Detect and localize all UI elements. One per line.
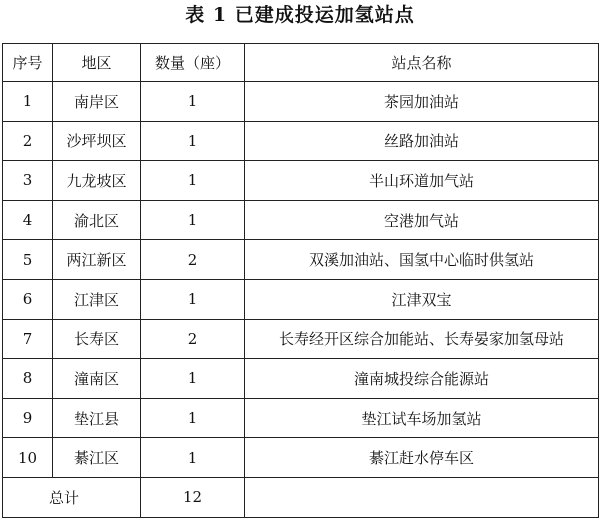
header-station-name: 站点名称: [245, 44, 599, 82]
cell-serial-number: 4: [3, 200, 53, 240]
cell-serial-number: 8: [3, 359, 53, 399]
cell-serial-number: 7: [3, 319, 53, 359]
cell-district: 垫江县: [53, 398, 141, 438]
table-row: [3, 279, 599, 319]
cell-district: 綦江区: [53, 438, 141, 478]
table-row: [3, 121, 599, 161]
cell-count: 1: [141, 279, 245, 319]
table-row: [3, 240, 599, 280]
cell-count: 1: [141, 161, 245, 201]
table-total-row: [3, 477, 599, 517]
total-count: 12: [141, 477, 245, 517]
cell-count: 1: [141, 398, 245, 438]
table-row: [3, 438, 599, 478]
header-district: 地区: [53, 44, 141, 82]
cell-count: 1: [141, 200, 245, 240]
header-serial-number: 序号: [3, 44, 53, 82]
cell-count: 2: [141, 240, 245, 280]
table-row: [3, 200, 599, 240]
cell-count: 2: [141, 319, 245, 359]
cell-station-name: 綦江赶水停车区: [245, 438, 599, 478]
cell-count: 1: [141, 438, 245, 478]
cell-station-name: 丝路加油站: [245, 121, 599, 161]
cell-district: 九龙坡区: [53, 161, 141, 201]
cell-serial-number: 9: [3, 398, 53, 438]
cell-count: 1: [141, 359, 245, 399]
cell-serial-number: 3: [3, 161, 53, 201]
cell-station-name: 长寿经开区综合加能站、长寿晏家加氢母站: [245, 319, 599, 359]
total-station-name: [245, 477, 599, 517]
cell-district: 长寿区: [53, 319, 141, 359]
cell-station-name: 江津双宝: [245, 279, 599, 319]
cell-count: 1: [141, 82, 245, 122]
cell-station-name: 茶园加油站: [245, 82, 599, 122]
cell-serial-number: 6: [3, 279, 53, 319]
cell-station-name: 垫江试车场加氢站: [245, 398, 599, 438]
total-label: 总计: [3, 477, 141, 517]
table-caption: 表 1 已建成投运加氢站点: [185, 4, 415, 26]
table-row: [3, 398, 599, 438]
cell-district: 两江新区: [53, 240, 141, 280]
cell-serial-number: 10: [3, 438, 53, 478]
cell-district: 沙坪坝区: [53, 121, 141, 161]
table-row: [3, 82, 599, 122]
cell-district: 潼南区: [53, 359, 141, 399]
cell-station-name: 半山环道加气站: [245, 161, 599, 201]
table-row: [3, 161, 599, 201]
cell-count: 1: [141, 121, 245, 161]
cell-serial-number: 5: [3, 240, 53, 280]
cell-district: 南岸区: [53, 82, 141, 122]
cell-serial-number: 1: [3, 82, 53, 122]
table-header-row: [3, 44, 599, 82]
table-row: [3, 359, 599, 399]
cell-station-name: 空港加气站: [245, 200, 599, 240]
hydrogen-stations-table: [2, 43, 599, 518]
cell-station-name: 双溪加油站、国氢中心临时供氢站: [245, 240, 599, 280]
cell-serial-number: 2: [3, 121, 53, 161]
table-row: [3, 319, 599, 359]
cell-station-name: 潼南城投综合能源站: [245, 359, 599, 399]
cell-district: 江津区: [53, 279, 141, 319]
header-count: 数量（座）: [141, 44, 245, 82]
cell-district: 渝北区: [53, 200, 141, 240]
